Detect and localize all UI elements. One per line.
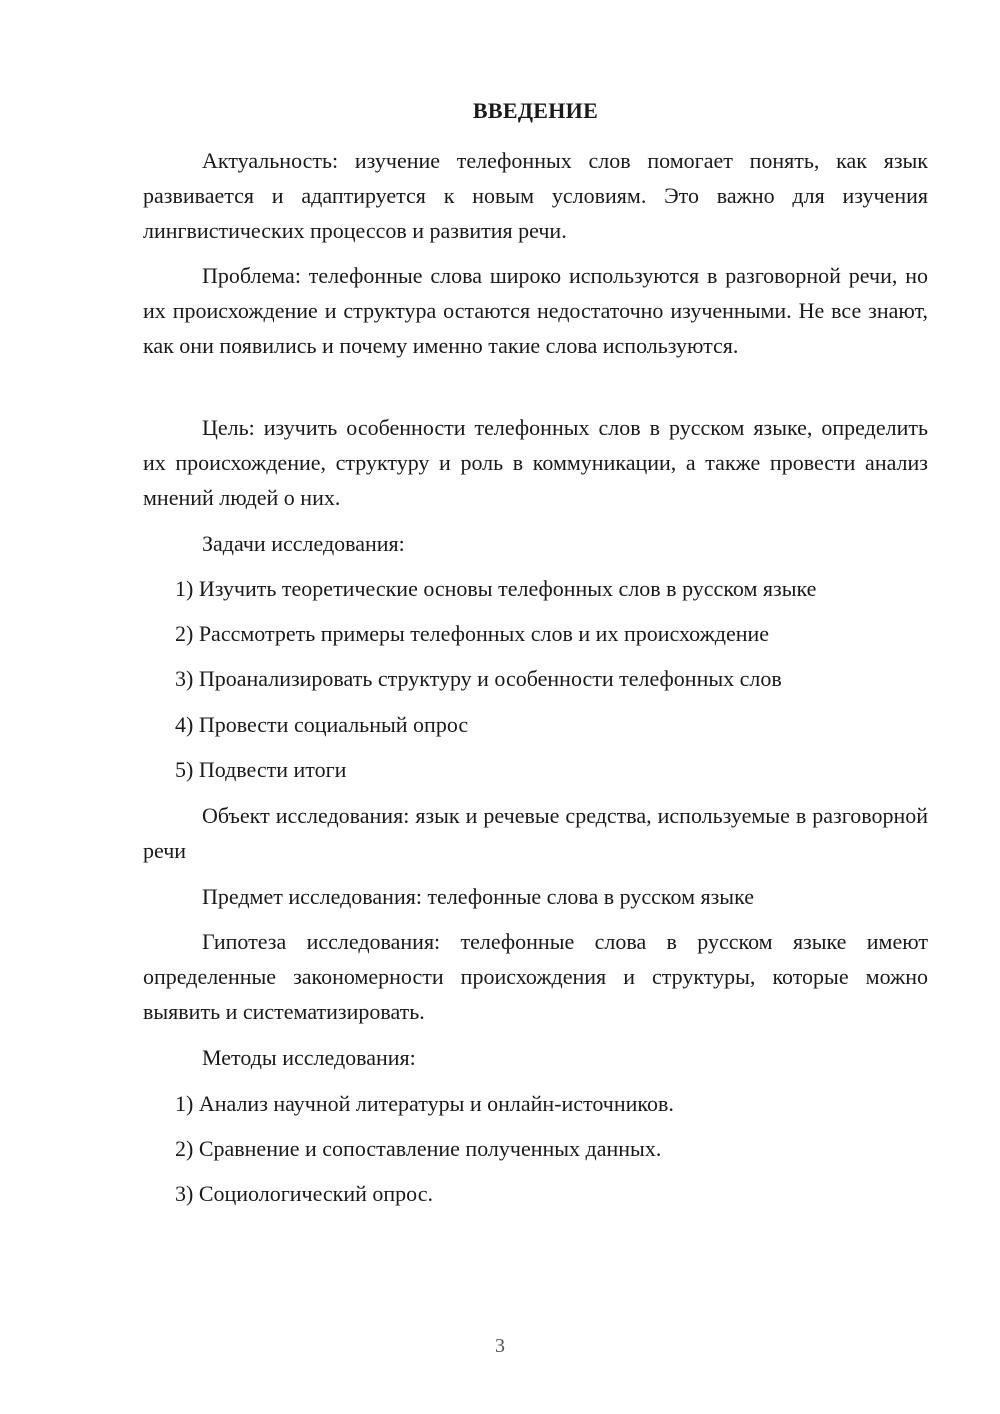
page-number: 3 <box>495 1335 505 1357</box>
method-item: 2) Сравнение и сопоставление полученных данных. <box>175 1136 662 1161</box>
task-item: 5) Подвести итоги <box>175 757 347 782</box>
task-item: 2) Рассмотреть примеры телефонных слов и их происхождение <box>175 621 770 646</box>
document-page <box>143 0 928 1414</box>
hypothesis-paragraph: Гипотеза исследования: телефонные слова в русском языке имеют определенные закономерности происхождения и структуры, которые можно выявить и систематизировать. <box>143 929 928 1024</box>
task-item: 1) Изучить теоретические основы телефонных слов в русском языке <box>175 576 817 601</box>
method-item: 1) Анализ научной литературы и онлайн-источников. <box>175 1091 674 1116</box>
relevance-paragraph: Актуальность: изучение телефонных слов помогает понять, как язык развивается и адаптируется к новым условиям. Это важно для изучения лингвистических процессов и развития речи. <box>143 148 928 243</box>
tasks-heading: Задачи исследования: <box>202 531 405 556</box>
subject-paragraph: Предмет исследования: телефонные слова в русском языке <box>202 884 754 909</box>
task-item: 3) Проанализировать структуру и особенности телефонных слов <box>175 666 782 691</box>
task-item: 4) Провести социальный опрос <box>175 712 469 737</box>
goal-paragraph: Цель: изучить особенности телефонных слов в русском языке, определить их происхождение, структуру и роль в коммуникации, а также провести анализ мнений людей о них. <box>143 415 928 510</box>
problem-paragraph: Проблема: телефонные слова широко используются в разговорной речи, но их происхождение и структура остаются недостаточно изученными. Не все знают, как они появились и почему именно такие слова используются. <box>143 263 928 358</box>
object-paragraph: Объект исследования: язык и речевые средства, используемые в разговорной речи <box>143 803 928 863</box>
methods-heading: Методы исследования: <box>202 1045 416 1070</box>
page-title: ВВЕДЕНИЕ <box>472 98 599 123</box>
method-item: 3) Социологический опрос. <box>175 1181 433 1206</box>
